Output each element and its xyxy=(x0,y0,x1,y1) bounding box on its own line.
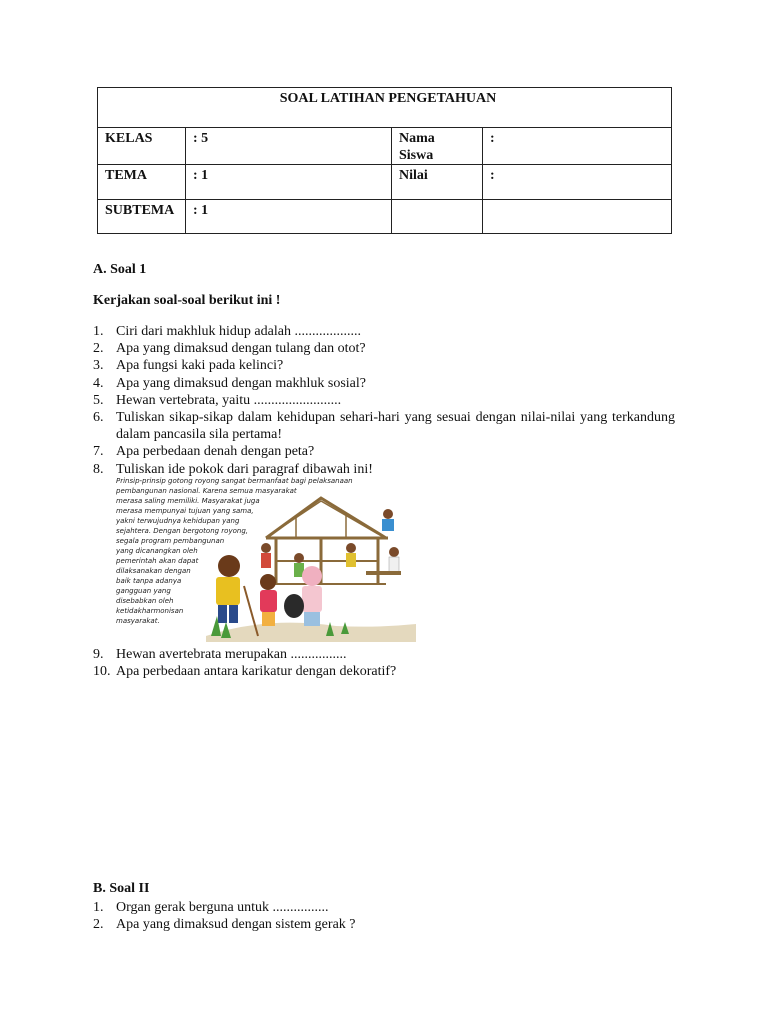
question-item: 7. Apa perbedaan denah dengan peta? xyxy=(93,444,315,460)
section-a-title: A. Soal 1 xyxy=(93,262,147,277)
question-list-b xyxy=(93,899,675,933)
empty-cell xyxy=(483,200,672,234)
nama-siswa-value[interactable]: : xyxy=(483,128,672,165)
worksheet-title: SOAL LATIHAN PENGETAHUAN xyxy=(98,88,672,128)
gotong-royong-illustration xyxy=(116,476,419,642)
question-item: 2. Apa yang dimaksud dengan sistem gerak ? xyxy=(93,917,356,933)
nilai-value[interactable]: : xyxy=(483,165,672,200)
question-list-a-continued xyxy=(93,646,675,680)
kelas-value: : 5 xyxy=(186,128,392,165)
house-building-picture xyxy=(116,476,419,642)
question-item: 1. Ciri dari makhluk hidup adalah ................... xyxy=(93,324,361,339)
question-item: 2. Apa yang dimaksud dengan tulang dan otot? xyxy=(93,341,366,357)
empty-cell xyxy=(392,200,483,234)
illustration-paragraph: Prinsip-prinsip gotong royong sangat bermanfaat bagi pelaksanaan pembangunan nasional. Karena semua masyarakat merasa saling memiliki. Masyarakat juga merasa mempunyai tujuan yang sama, yakni terwujudnya kehidupan yang sejahtera. Dengan bergotong royong, segala program pembangunan yang dicanangkan oleh pemerintah akan dapat dilaksanakan dengan baik tanpa adanya gangguan yang disebabkan oleh ketidakharmonisan masyarakat. xyxy=(116,477,353,625)
nama-siswa-label: Nama Siswa xyxy=(392,128,483,165)
question-item: 6. Tuliskan sikap-sikap dalam kehidupan sehari-hari yang sesuai dengan nilai-nilai yang terkandung dalam pancasila sila pertama! xyxy=(93,410,675,443)
instruction: Kerjakan soal-soal berikut ini ! xyxy=(93,293,281,308)
tema-label: TEMA xyxy=(98,165,186,200)
question-item: 10. Apa perbedaan antara karikatur dengan dekoratif? xyxy=(93,664,397,680)
section-b-title: B. Soal II xyxy=(93,881,150,896)
question-item: 9. Hewan avertebrata merupakan ................ xyxy=(93,647,347,662)
header-table xyxy=(97,87,672,234)
subtema-value: : 1 xyxy=(186,200,392,234)
tema-value: : 1 xyxy=(186,165,392,200)
question-list-a xyxy=(93,323,675,478)
question-item: 4. Apa yang dimaksud dengan makhluk sosial? xyxy=(93,375,367,391)
subtema-label: SUBTEMA xyxy=(98,200,186,234)
question-item: 3. Apa fungsi kaki pada kelinci? xyxy=(93,358,284,374)
nilai-label: Nilai xyxy=(392,165,483,200)
question-item: 5. Hewan vertebrata, yaitu ......................... xyxy=(93,392,342,408)
question-item: 8. Tuliskan ide pokok dari paragraf dibawah ini! xyxy=(93,461,373,477)
question-item: 1. Organ gerak berguna untuk ................ xyxy=(93,900,329,915)
kelas-label: KELAS xyxy=(98,128,186,165)
